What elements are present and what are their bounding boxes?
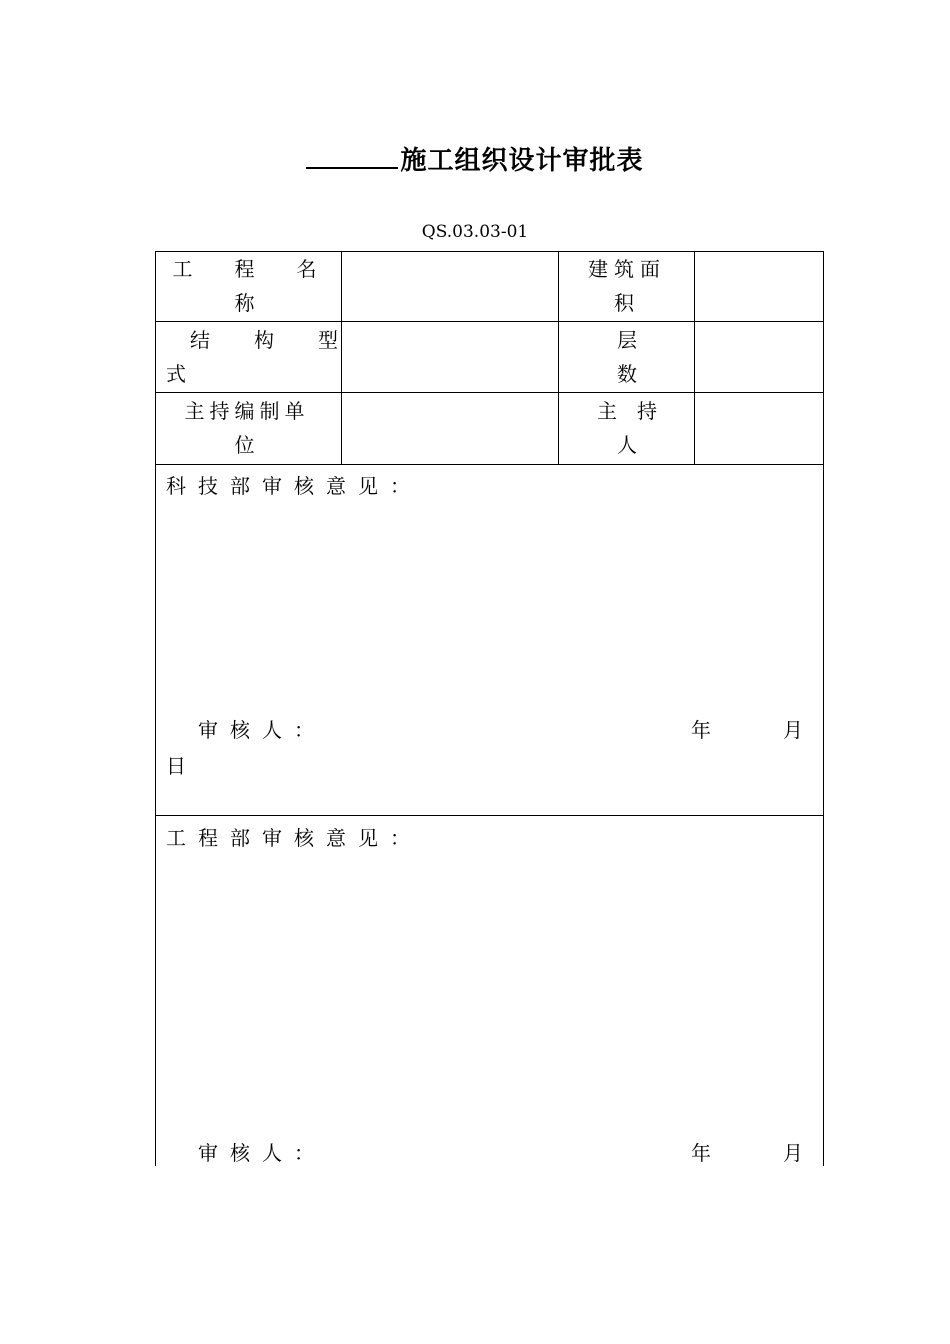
eng-dept-month-label: 月: [783, 1141, 815, 1165]
floors-label: 层 数: [617, 328, 637, 386]
structure-type-field[interactable]: [342, 322, 558, 392]
eng-dept-review-heading: 工程部审核意见：: [166, 826, 422, 850]
project-name-label: 工 程 名 称: [172, 257, 328, 315]
floors-field[interactable]: [695, 322, 823, 392]
building-area-label: 建筑面 积: [588, 257, 666, 315]
project-name-field[interactable]: [342, 252, 558, 321]
form-title: [0, 140, 950, 177]
tech-dept-year-label: 年: [691, 718, 723, 742]
tech-dept-reviewer-label: 审核人：: [198, 718, 326, 742]
section-divider: [155, 815, 824, 816]
form-code: QS.03.03-01: [421, 222, 529, 242]
table-col-divider: [558, 251, 559, 464]
tech-dept-review-heading: 科技部审核意见：: [166, 474, 422, 498]
host-person-label: 主 持 人: [597, 399, 657, 457]
table-left-border: [155, 251, 156, 1166]
host-person-field[interactable]: [695, 393, 823, 464]
eng-dept-year-label: 年: [691, 1141, 723, 1165]
tech-dept-review-area[interactable]: [160, 500, 818, 700]
structure-type-label: 结 构 型 式: [166, 328, 350, 386]
eng-dept-reviewer-label: 审核人：: [198, 1141, 326, 1165]
table-row-divider: [155, 464, 824, 465]
eng-dept-review-area[interactable]: [160, 852, 818, 1122]
compiling-unit-label: 主持编制单 位: [184, 399, 310, 457]
compiling-unit-field[interactable]: [342, 393, 558, 464]
form-title-text: 施工组织设计审批表: [400, 146, 644, 176]
building-area-field[interactable]: [695, 252, 823, 321]
table-right-border: [823, 251, 824, 1166]
title-blank-underline: [306, 141, 398, 169]
tech-dept-day-label: 日: [166, 754, 198, 778]
tech-dept-month-label: 月: [783, 718, 815, 742]
